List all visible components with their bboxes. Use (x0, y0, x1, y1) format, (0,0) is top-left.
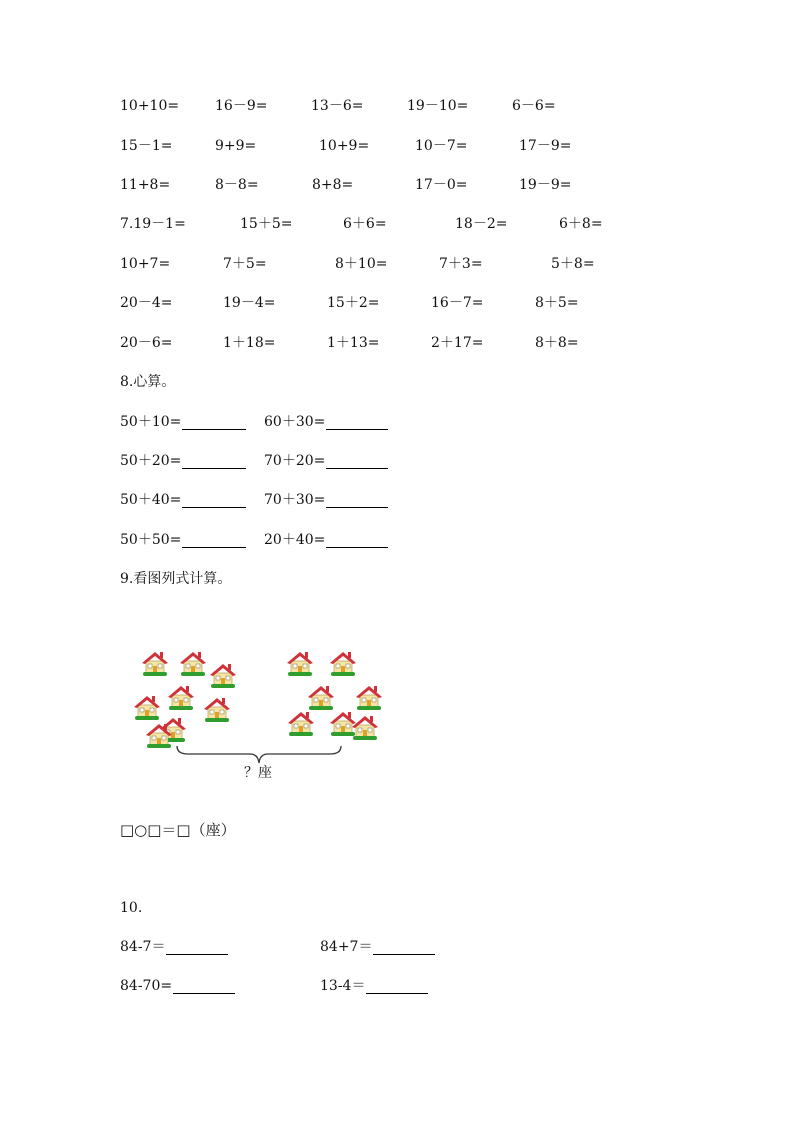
mental-math-item (264, 453, 388, 469)
problem: 70＋20= (264, 453, 326, 469)
problem: 50＋10= (120, 414, 182, 430)
mental-math-item (264, 532, 388, 548)
answer-blank[interactable] (173, 980, 235, 994)
house-icon (286, 709, 316, 739)
problem: 5＋8= (551, 256, 595, 272)
house-icon (166, 683, 196, 713)
answer-blank[interactable] (182, 455, 246, 469)
problem: 7.19－1= (120, 216, 186, 232)
answer-blank[interactable] (326, 416, 388, 430)
answer-blank[interactable] (166, 941, 228, 955)
house-icon (178, 649, 208, 679)
problem: 17－0= (415, 177, 468, 193)
problem: 11+8= (120, 177, 171, 193)
problem: 7＋5= (223, 256, 267, 272)
problem: 50＋40= (120, 492, 182, 508)
house-icon (328, 649, 358, 679)
problem: 84+7＝ (320, 939, 373, 955)
subtraction-item (120, 939, 228, 955)
problem: 19－9= (519, 177, 572, 193)
problem: 8＋5= (535, 295, 579, 311)
mental-math-item (264, 492, 388, 508)
problem: 8＋10= (335, 256, 388, 272)
answer-blank[interactable] (373, 941, 435, 955)
problem: 10+10= (120, 98, 180, 114)
problem: 10－7= (415, 138, 468, 154)
problem: 60＋30= (264, 414, 326, 430)
problem: 16－9= (215, 98, 268, 114)
problem: 15＋5= (240, 216, 293, 232)
problem: 2＋17= (431, 335, 484, 351)
problem: 16－7= (431, 295, 484, 311)
problem: 20＋40= (264, 532, 326, 548)
section8-title: 8.心算。 (120, 374, 176, 390)
problem: 13－6= (311, 98, 364, 114)
house-icon (285, 649, 315, 679)
problem: 19－10= (407, 98, 469, 114)
problem: 20－6= (120, 335, 173, 351)
problem: 10+7= (120, 256, 171, 272)
answer-blank[interactable] (326, 455, 388, 469)
answer-blank[interactable] (366, 980, 428, 994)
problem: 13-4＝ (320, 978, 366, 994)
house-icon (208, 661, 238, 691)
addition-item (320, 939, 435, 955)
answer-blank[interactable] (182, 534, 246, 548)
answer-blank[interactable] (326, 534, 388, 548)
problem: 6＋8= (559, 216, 603, 232)
problem: 10+9= (319, 138, 370, 154)
problem: 20－4= (120, 295, 173, 311)
problem: 6－6= (512, 98, 556, 114)
problem: 15－1= (120, 138, 173, 154)
problem: 7＋3= (439, 256, 483, 272)
problem: 9+9= (215, 138, 257, 154)
problem: 15＋2= (327, 295, 380, 311)
problem: 1＋18= (223, 335, 276, 351)
problem: 50＋20= (120, 453, 182, 469)
mental-math-item (120, 453, 246, 469)
problem: 8－8= (215, 177, 259, 193)
answer-blank[interactable] (182, 416, 246, 430)
problem: 70＋30= (264, 492, 326, 508)
question-label: ？座 (244, 765, 272, 781)
problem: 8+8= (312, 177, 354, 193)
problem: 6＋6= (343, 216, 387, 232)
house-icon (350, 713, 380, 743)
problem: 84-7＝ (120, 939, 166, 955)
mental-math-item (264, 414, 388, 430)
house-icon (202, 695, 232, 725)
section9-title: 9.看图列式计算。 (120, 571, 232, 587)
problem: 84-70= (120, 978, 173, 994)
problem: 18－2= (455, 216, 508, 232)
house-icon (354, 683, 384, 713)
section10-title: 10. (120, 900, 143, 916)
mental-math-item (120, 492, 246, 508)
mental-math-item (120, 414, 246, 430)
house-icon (144, 721, 174, 751)
answer-blank[interactable] (182, 494, 246, 508)
mental-math-item (120, 532, 246, 548)
problem: 17－9= (519, 138, 572, 154)
problem: 50＋50= (120, 532, 182, 548)
house-icon (140, 649, 170, 679)
subtraction-item (120, 978, 235, 994)
subtraction-item (320, 978, 428, 994)
problem: 8＋8= (535, 335, 579, 351)
problem: 1＋13= (327, 335, 380, 351)
problem: 19－4= (223, 295, 276, 311)
answer-template[interactable]: □○□＝□（座） (120, 821, 236, 839)
answer-blank[interactable] (326, 494, 388, 508)
